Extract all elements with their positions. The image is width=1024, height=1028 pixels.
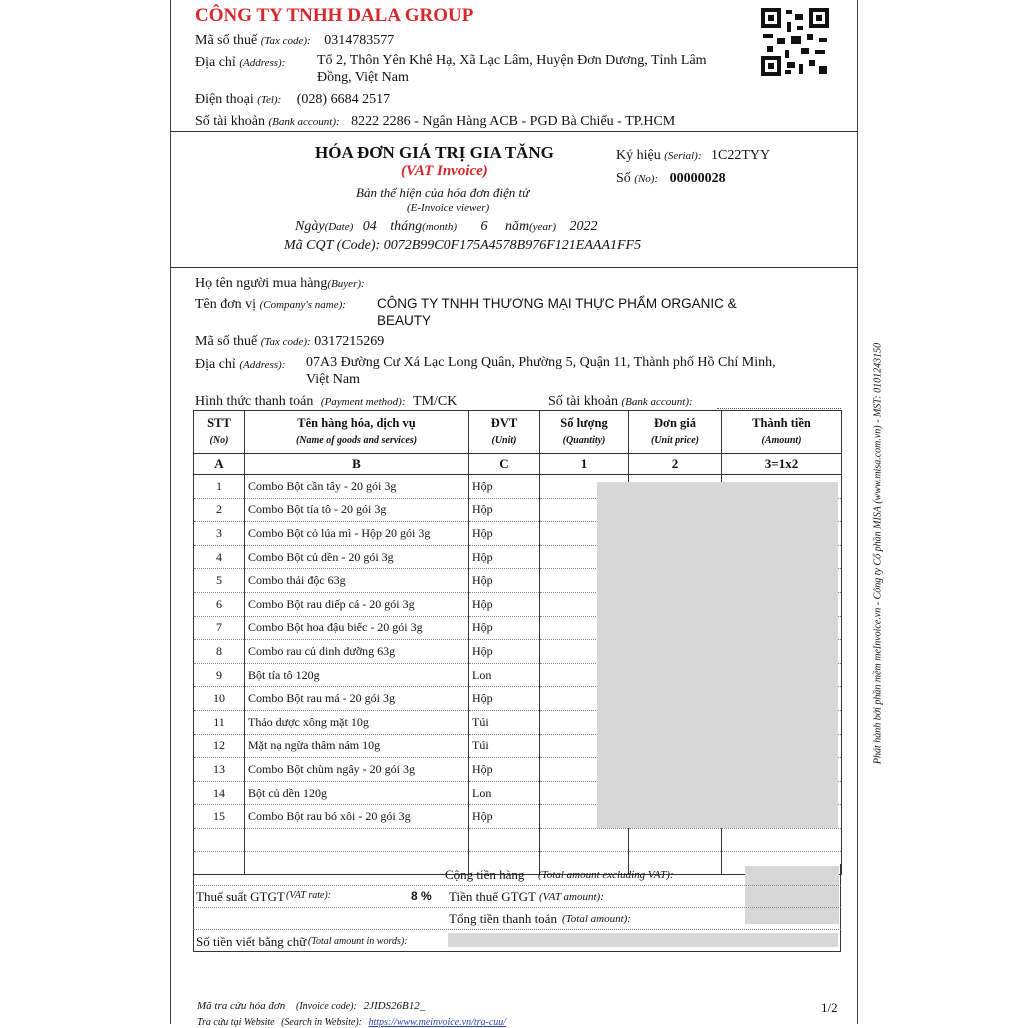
row-name-cell: Combo Bột hoa đậu biếc - 20 gói 3g [245,616,469,640]
website-label-en: (Search in Website): [281,1017,362,1028]
payment-label-en: (Payment method): [320,396,406,408]
invoice-number: 00000028 [669,171,726,186]
subtotal-label-en: (Total amount excluding VAT): [538,869,674,881]
column-code-row [194,454,842,475]
row-name-cell: Combo Bột tía tô - 20 gói 3g [245,498,469,522]
vat-amount-label: Tiền thuế GTGT [449,889,536,904]
divider [171,131,857,132]
row-name-cell: Mặt nạ ngừa thâm nám 10g [245,734,469,758]
website-link[interactable]: https://www.meinvoice.vn/tra-cuu/ [368,1017,507,1028]
row-no-cell: 7 [194,616,245,640]
row-no-cell: 4 [194,545,245,569]
lookup-label: Mã tra cứu hóa đơn [197,1000,286,1012]
row-name-cell: Combo Bột rau diếp cá - 20 gói 3g [245,592,469,616]
total-label-en: (Total amount): [562,913,631,925]
buyer-company-label-row [195,297,346,313]
invoice-title: HÓA ĐƠN GIÁ TRỊ GIA TĂNG [315,143,554,162]
row-unit-cell: Túi [469,710,540,734]
header-name: Tên hàng hóa, dịch vụ (Name of goods and services) [245,411,469,454]
row-name-cell: Combo Bột rau bó xôi - 20 gói 3g [245,805,469,829]
seller-bank-label-en: (Bank account): [268,116,340,128]
number-label-en: (No): [634,173,659,185]
row-no-cell: 3 [194,522,245,546]
row-no-cell: 15 [194,805,245,829]
buyer-address-label-row [195,357,285,373]
date-day-label-en: (Date) [324,221,354,233]
seller-tax-label-en: (Tax code): [260,35,311,47]
seller-phone-row [195,92,390,108]
seller-tax-label: Mã số thuế [195,33,258,48]
row-no-cell: 1 [194,475,245,499]
row-no-cell: 6 [194,592,245,616]
blank-cell [722,828,842,851]
publisher-note: Phát hành bởi phần mềm meInvoice.vn - Công ty Cổ phần MISA (www.misa.com.vn) - MST: 0101243150 [872,342,884,765]
row-name-cell: Combo Bột củ dền - 20 gói 3g [245,545,469,569]
buyer-company-label: Tên đơn vị [195,297,257,312]
table-row-blank [194,828,842,851]
words-label: Số tiền viết bằng chữ [196,934,307,949]
invoice-subtitle: Bản thể hiện của hóa đơn điện tử [356,185,530,200]
buyer-label: Họ tên người mua hàng [195,276,328,291]
buyer-tax-row [195,334,384,350]
row-unit-cell: Hộp [469,545,540,569]
vat-rate-value: 8 % [411,889,432,903]
blank-cell [194,828,245,851]
seller-address-label-en: (Address): [239,57,286,69]
header-amount: Thành tiền (Amount) [722,411,842,454]
publisher-sidebar [870,286,886,826]
code-cell: A [194,454,245,475]
vat-amount-label-en: (VAT amount): [539,891,604,903]
totals-frame [193,864,841,952]
buyer-tax-label-en: (Tax code): [260,336,311,348]
row-unit-cell: Túi [469,734,540,758]
row-unit-cell: Hộp [469,616,540,640]
row-unit-cell: Hộp [469,592,540,616]
row-no-cell: 10 [194,687,245,711]
seller-tax-code: 0314783577 [324,33,395,48]
buyer-company-line2: BEAUTY [377,313,432,328]
serial-value: 1C22TYY [710,148,771,163]
buyer-company-line1: CÔNG TY TNHH THƯƠNG MẠI THỰC PHẨM ORGANIC & [377,296,737,311]
seller-address-label-row [195,55,285,71]
divider [193,929,841,930]
lookup-row [197,1000,425,1012]
buyer-tax-code: 0317215269 [314,334,385,349]
code-cell: B [245,454,469,475]
seller-bank: 8222 2286 - Ngân Hàng ACB - PGD Bà Chiểu - TP.HCM [351,114,676,129]
row-unit-cell: Lon [469,781,540,805]
buyer-address-label-en: (Address): [239,359,286,371]
subtotal-label: Cộng tiền hàng [445,867,525,882]
row-unit-cell: Hộp [469,758,540,782]
seller-name: CÔNG TY TNHH DALA GROUP [195,5,474,26]
table-header-row [194,411,842,454]
buyer-bank-row [548,394,693,410]
payment-row [195,394,457,410]
serial-label-en: (Serial): [664,150,702,162]
row-no-cell: 9 [194,663,245,687]
seller-bank-row [195,114,675,130]
total-label: Tổng tiền thanh toán [449,911,557,926]
row-name-cell: Combo Bột rau má - 20 gói 3g [245,687,469,711]
date-year-label: năm [505,219,530,234]
row-name-cell: Combo Bột cỏ lúa mì - Hộp 20 gói 3g [245,522,469,546]
seller-address-line1: Tổ 2, Thôn Yên Khê Hạ, Xã Lạc Lâm, Huyện Đơn Dương, Tỉnh Lâm [317,53,707,68]
date-day-label: Ngày [295,219,325,234]
seller-tax-row [195,33,394,49]
seller-bank-label: Số tài khoản [195,114,265,129]
payment-method: TM/CK [413,394,458,409]
row-no-cell: 8 [194,640,245,664]
serial-row [616,148,770,164]
buyer-address-label: Địa chỉ [195,357,236,372]
buyer-address-line1: 07A3 Đường Cư Xá Lạc Long Quân, Phường 5, Quận 11, Thành phố Hồ Chí Minh, [306,355,776,370]
date-month-label-en: (month) [422,221,457,233]
header-no: STT (No) [194,411,245,454]
buyer-address-line2: Việt Nam [306,372,360,387]
blank-cell [245,828,469,851]
buyer-bank-label-en: (Bank account): [621,396,693,408]
date-day: 04 [362,219,377,234]
cqt-code: 0072B99C0F175A4578B976F121EAAA1FF5 [383,238,642,253]
code-cell: C [469,454,540,475]
invoice-title-en: (VAT Invoice) [401,163,488,179]
row-name-cell: Combo Bột chùm ngây - 20 gói 3g [245,758,469,782]
lookup-label-en: (Invoice code): [296,1001,357,1012]
row-no-cell: 12 [194,734,245,758]
date-month-label: tháng [390,219,423,234]
divider [193,885,841,886]
buyer-label-en: (Buyer): [327,278,365,290]
row-name-cell: Bột củ dền 120g [245,781,469,805]
website-label: Tra cứu tại Website [197,1017,275,1028]
date-year-label-en: (year) [529,221,556,233]
row-unit-cell: Lon [469,663,540,687]
row-no-cell: 14 [194,781,245,805]
seller-phone-label: Điện thoại [195,92,254,107]
cqt-row [284,238,641,254]
code-cell: 2 [629,454,722,475]
row-unit-cell: Hộp [469,687,540,711]
date-year: 2022 [569,219,598,234]
words-label-en: (Total amount in words): [308,936,408,947]
divider [171,267,857,268]
buyer-bank-label: Số tài khoản [548,394,618,409]
number-row [616,171,726,187]
row-unit-cell: Hộp [469,569,540,593]
seller-address-label: Địa chỉ [195,55,236,70]
lookup-code: 2JIDS26B12_ [363,1000,426,1012]
serial-label: Ký hiệu [616,148,661,163]
page-number: 1/2 [821,1000,838,1015]
buyer-name-row [195,276,365,292]
row-name-cell: Bột tía tô 120g [245,663,469,687]
bank-dotted-line [717,408,841,409]
invoice-date-row [295,219,598,235]
qr-code-icon [761,8,829,76]
seller-address-line2: Đồng, Việt Nam [317,70,409,85]
row-unit-cell: Hộp [469,522,540,546]
row-no-cell: 2 [194,498,245,522]
row-name-cell: Combo rau củ dinh dưỡng 63g [245,640,469,664]
buyer-tax-label: Mã số thuế [195,334,258,349]
number-label: Số [616,171,631,186]
vat-rate-label-en: (VAT rate): [286,890,332,901]
header-quantity: Số lượng (Quantity) [540,411,629,454]
invoice-subtitle-en: (E-Invoice viewer) [407,202,490,214]
divider [193,907,841,908]
redacted-block [597,482,838,828]
blank-cell [540,828,629,851]
cqt-label: Mã CQT (Code): [284,238,381,253]
buyer-company-label-en: (Company's name): [259,299,346,311]
header-unit: ĐVT (Unit) [469,411,540,454]
code-cell: 3=1x2 [722,454,842,475]
row-unit-cell: Hộp [469,475,540,499]
seller-phone-label-en: (Tel): [257,94,282,106]
vat-rate-label: Thuế suất GTGT [196,889,285,904]
header-unit-price: Đơn giá (Unit price) [629,411,722,454]
row-unit-cell: Hộp [469,640,540,664]
row-name-cell: Combo Bột cần tây - 20 gói 3g [245,475,469,499]
payment-label: Hình thức thanh toán [195,394,314,409]
seller-phone: (028) 6684 2517 [296,92,391,107]
row-name-cell: Combo thải độc 63g [245,569,469,593]
row-unit-cell: Hộp [469,805,540,829]
row-no-cell: 5 [194,569,245,593]
code-cell: 1 [540,454,629,475]
blank-cell [469,828,540,851]
website-row [197,1017,506,1028]
row-name-cell: Thảo dược xông mặt 10g [245,710,469,734]
row-unit-cell: Hộp [469,498,540,522]
invoice-page [170,0,858,1028]
date-month: 6 [480,219,488,234]
row-no-cell: 11 [194,710,245,734]
blank-cell [629,828,722,851]
row-no-cell: 13 [194,758,245,782]
